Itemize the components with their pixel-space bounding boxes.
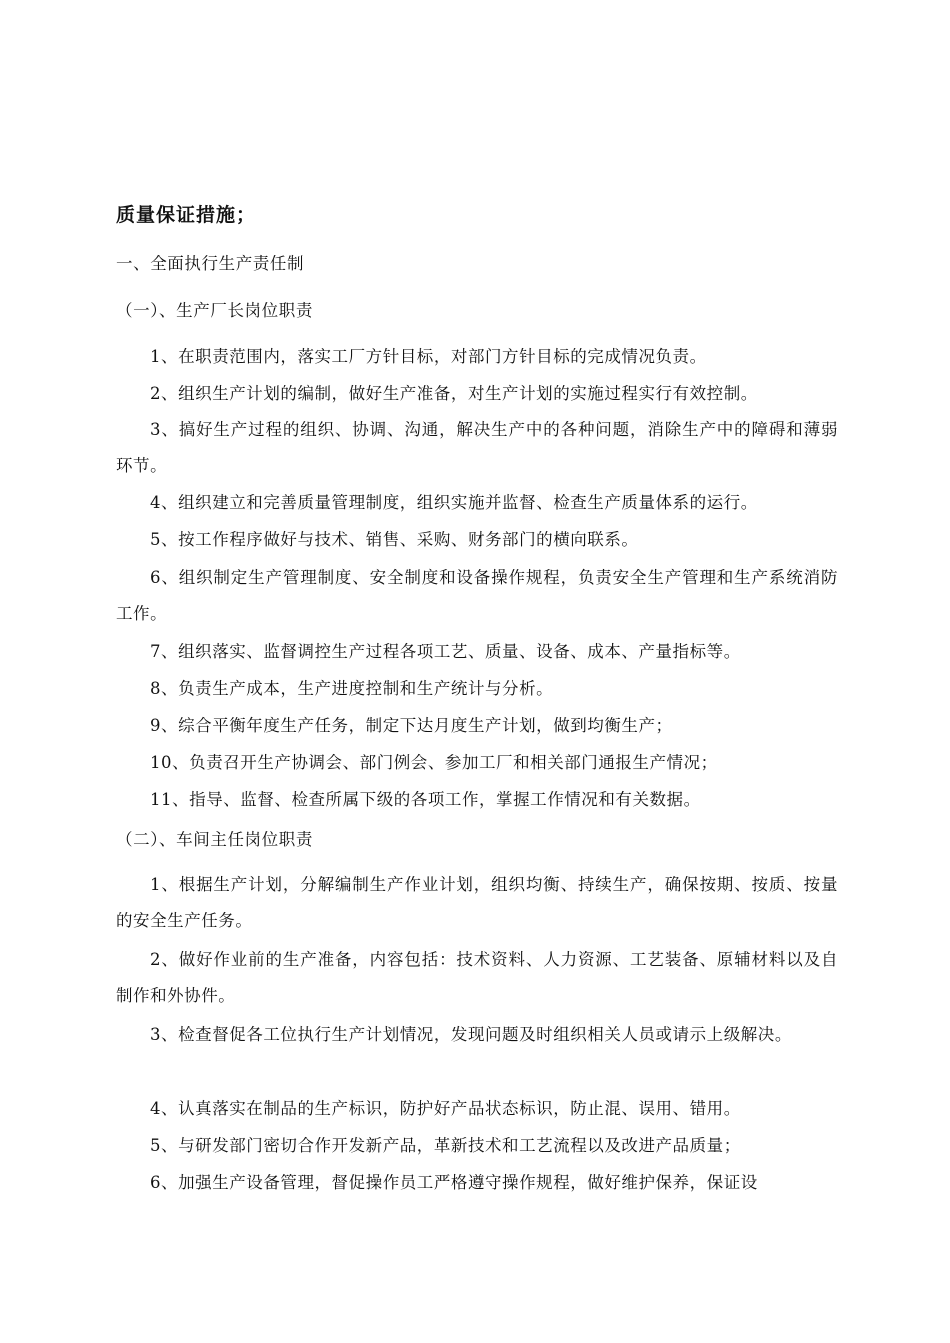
duty-item: 6、加强生产设备管理，督促操作员工严格遵守操作规程，做好维护保养，保证设 [150, 1173, 758, 1192]
page-title: 质量保证措施； [116, 204, 257, 226]
duty-item: 1、根据生产计划，分解编制生产作业计划，组织均衡、持续生产，确保按期、按质、按量的安全生产任务。 [116, 875, 838, 930]
duty-item: 10、负责召开生产协调会、部门例会、参加工厂和相关部门通报生产情况； [150, 753, 718, 772]
section-heading: 一、全面执行生产责任制 [116, 254, 305, 273]
duty-item: 5、按工作程序做好与技术、销售、采购、财务部门的横向联系。 [150, 530, 639, 549]
subsection-heading-factory-director: （一）、生产厂长岗位职责 [116, 301, 313, 320]
duty-item: 5、与研发部门密切合作开发新产品，革新技术和工艺流程以及改进产品质量； [150, 1136, 741, 1155]
duty-item: 3、搞好生产过程的组织、协调、沟通，解决生产中的各种问题，消除生产中的障碍和薄弱环节。 [116, 420, 838, 475]
duty-item: 6、组织制定生产管理制度、安全制度和设备操作规程，负责安全生产管理和生产系统消防工作。 [116, 568, 838, 623]
duty-item: 1、在职责范围内，落实工厂方针目标，对部门方针目标的完成情况负责。 [150, 347, 707, 366]
duty-item: 7、组织落实、监督调控生产过程各项工艺、质量、设备、成本、产量指标等。 [150, 642, 741, 661]
duty-item: 2、做好作业前的生产准备，内容包括：技术资料、人力资源、工艺装备、原辅材料以及自制作和外协件。 [116, 950, 838, 1005]
duty-item: 4、认真落实在制品的生产标识，防护好产品状态标识，防止混、误用、错用。 [150, 1099, 741, 1118]
duty-item: 9、综合平衡年度生产任务，制定下达月度生产计划，做到均衡生产； [150, 716, 673, 735]
duty-item: 8、负责生产成本，生产进度控制和生产统计与分析。 [150, 679, 554, 698]
duty-item: 2、组织生产计划的编制，做好生产准备，对生产计划的实施过程实行有效控制。 [150, 384, 758, 403]
duty-item: 4、组织建立和完善质量管理制度，组织实施并监督、检查生产质量体系的运行。 [150, 493, 758, 512]
duty-item: 3、检查督促各工位执行生产计划情况，发现问题及时组织相关人员或请示上级解决。 [150, 1025, 792, 1044]
duty-item: 11、指导、监督、检查所属下级的各项工作，掌握工作情况和有关数据。 [150, 790, 701, 809]
subsection-heading-workshop-director: （二）、车间主任岗位职责 [116, 830, 313, 849]
